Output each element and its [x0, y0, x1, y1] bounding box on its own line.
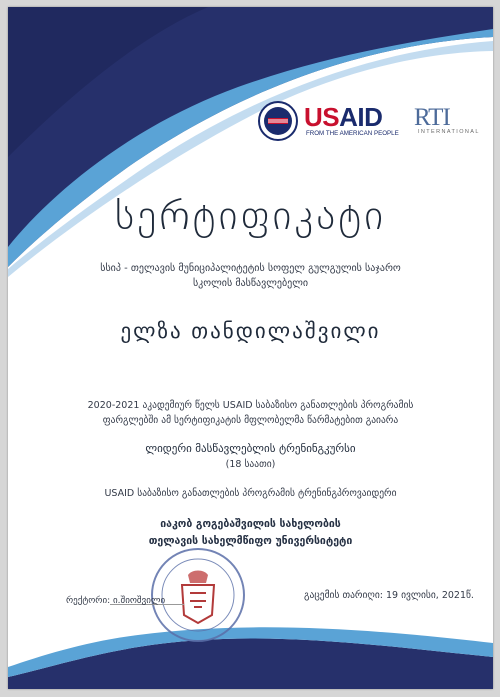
rti-sub: INTERNATIONAL: [418, 129, 480, 135]
course-name: ლიდერი მასწავლებლის ტრენინგკურსი: [145, 442, 356, 455]
desc-line-1: 2020-2021 აკადემიურ წელს USAID საბაზისო განათლების პროგრამის: [87, 400, 414, 411]
program-provider-line: USAID საბაზისო განათლების პროგრამის ტრენინგპროვაიდერი: [104, 488, 397, 499]
desc-line-2: ფარგლებში ამ სერტიფიკატის მფლობელმა წარმატებით გაიარა: [102, 415, 399, 426]
usaid-tagline: FROM THE AMERICAN PEOPLE: [306, 130, 399, 137]
rti-logo: [414, 105, 480, 139]
certificate-page: [8, 7, 493, 689]
usaid-wordmark: USAID: [304, 102, 383, 132]
rector-signature-label: რექტორი: ი.შიოშვილი: [66, 596, 166, 606]
university-stamp-icon: [148, 545, 248, 645]
school-description: [8, 261, 493, 291]
rti-mark: RTI: [414, 104, 450, 131]
issue-date: გაცემის თარიღი: 19 ივლისი, 2021წ.: [304, 590, 474, 601]
course-hours: (18 საათი): [225, 459, 276, 470]
certificate-title: სერტიფიკატი: [115, 193, 386, 239]
university-line-1: იაკობ გოგებაშვილის სახელობის: [160, 518, 341, 530]
school-line-2: სკოლის მასწავლებელი: [192, 278, 309, 289]
recipient-name: ელზა თანდილაშვილი: [120, 319, 381, 343]
university-name: [8, 516, 493, 550]
university-line-2: თელავის სახელმწიფო უნივერსიტეტი: [148, 535, 353, 547]
completion-description: [8, 398, 493, 428]
sponsor-logos: [258, 101, 488, 145]
usaid-seal-icon: [258, 101, 298, 141]
school-line-1: სსიპ - თელავის მუნიციპალიტეტის სოფელ გულგულის საჯარო: [100, 263, 401, 274]
